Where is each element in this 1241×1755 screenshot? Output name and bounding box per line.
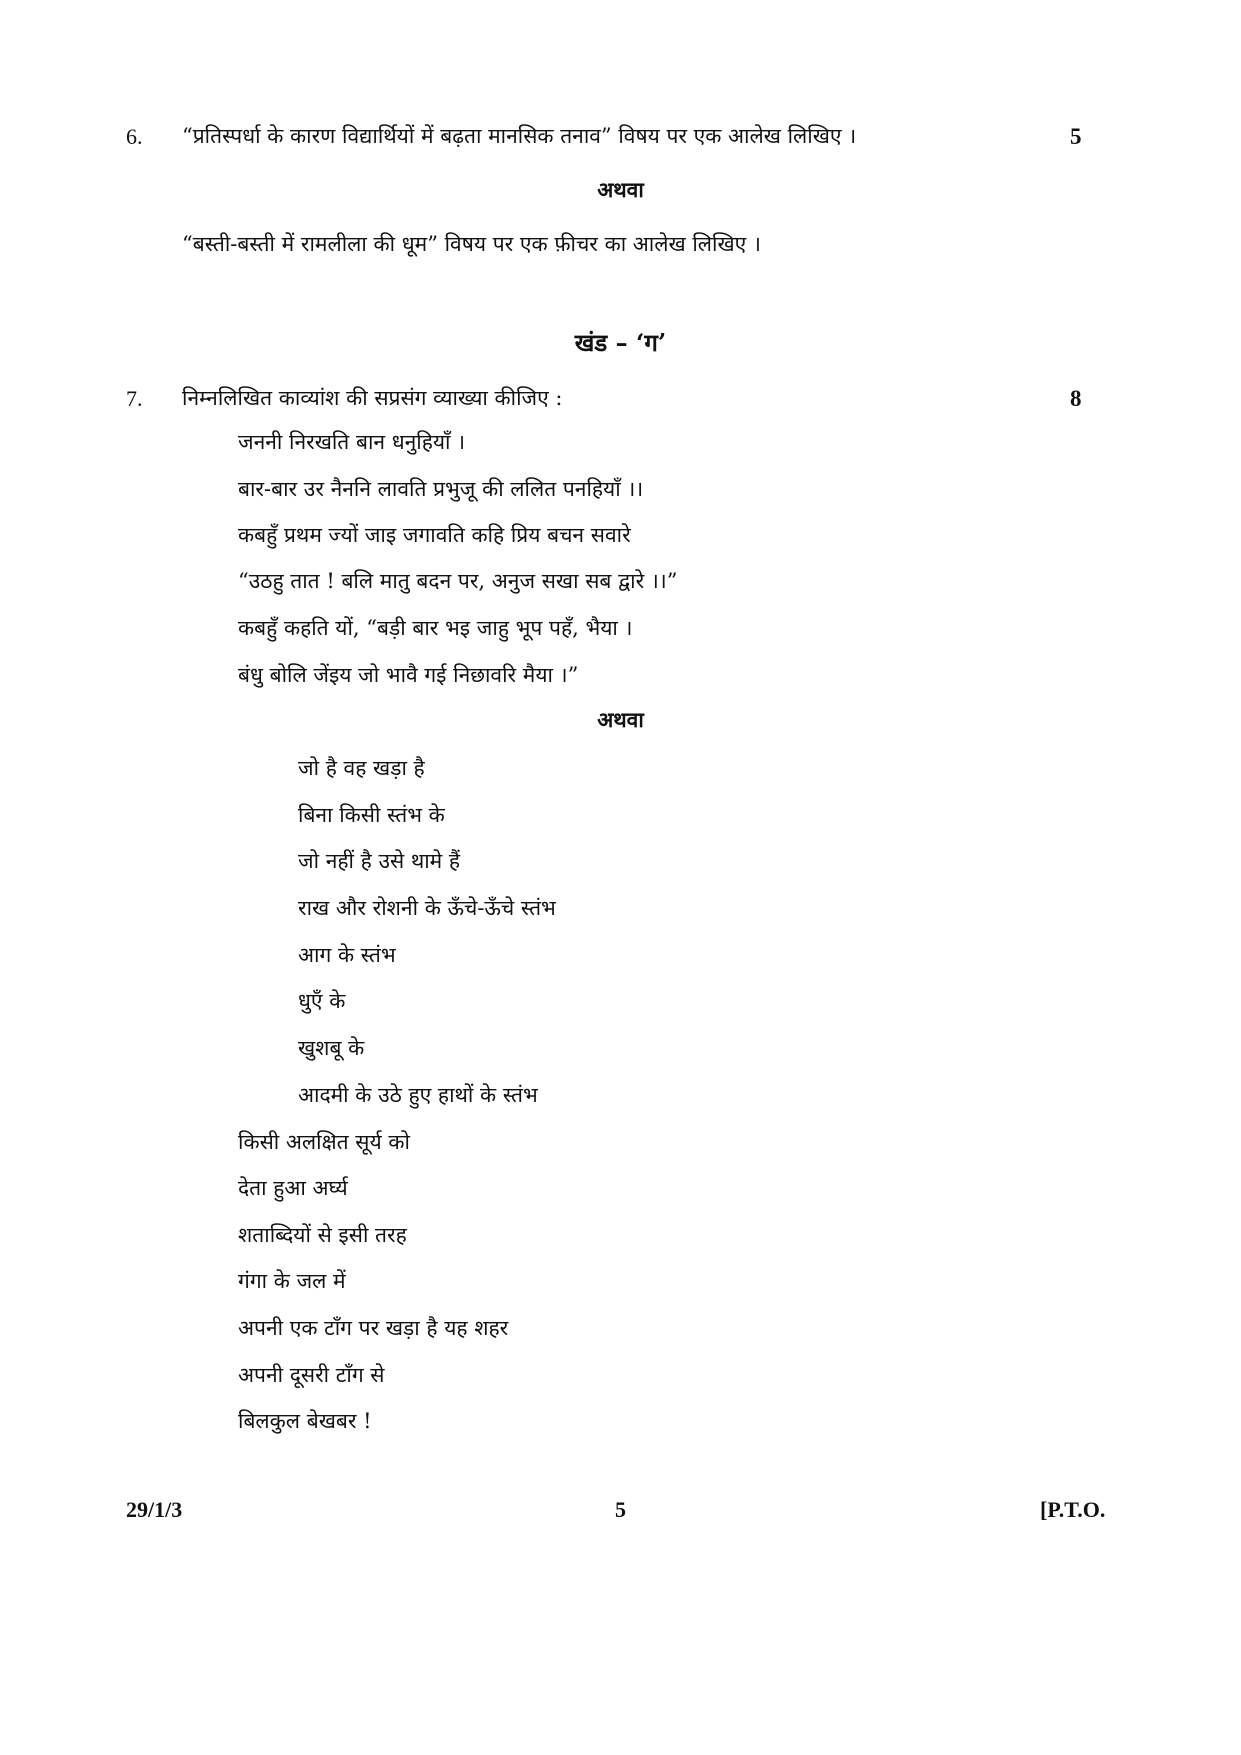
poem2-line: जो नहीं है उसे थामे हैं: [298, 849, 461, 873]
poem2-line: अपनी दूसरी टाँग से: [238, 1363, 385, 1387]
poem2-line: गंगा के जल में: [238, 1269, 346, 1293]
q7-number: 7.: [126, 386, 143, 411]
poem1-line: कबहुँ प्रथम ज्यों जाइ जगावति कहि प्रिय बचन सवारे: [238, 523, 631, 547]
poem2-line: धुएँ के: [298, 989, 346, 1013]
q6-or-label: अथवा: [597, 177, 644, 202]
poem1-line: बार-बार उर नैननि लावति प्रभुजू की ललित पनहियाँ ।।: [238, 477, 644, 501]
q7-text: निम्नलिखित काव्यांश की सप्रसंग व्याख्या कीजिए :: [182, 386, 563, 410]
poem1-line: बंधु बोलि जेंइय जो भावै गई निछावरि मैया ।”: [238, 663, 579, 687]
q7-or-label: अथवा: [597, 707, 644, 732]
q7-marks: 8: [1070, 386, 1082, 411]
poem2-line: शताब्दियों से इसी तरह: [238, 1223, 407, 1247]
poem2-line: अपनी एक टाँग पर खड़ा है यह शहर: [238, 1316, 509, 1340]
poem2-line: देता हुआ अर्घ्य: [238, 1176, 348, 1200]
poem1-line: “उठहु तात ! बलि मातु बदन पर, अनुज सखा सब द्वारे ।।”: [238, 569, 678, 593]
poem2-line: आग के स्तंभ: [298, 943, 396, 967]
poem2-line: खुशबू के: [298, 1036, 365, 1060]
footer-code: 29/1/3: [126, 1497, 183, 1522]
poem2-line: बिलकुल बेखबर !: [238, 1409, 372, 1433]
section-heading: खंड – ‘ग’: [574, 328, 667, 357]
poem2-line: जो है वह खड़ा है: [298, 756, 425, 780]
poem1-line: जननी निरखति बान धनुहियाँ ।: [238, 430, 466, 454]
poem2-line: आदमी के उठे हुए हाथों के स्तंभ: [298, 1083, 538, 1107]
q6-marks: 5: [1070, 124, 1082, 149]
poem2-line: बिना किसी स्तंभ के: [298, 803, 445, 827]
poem2-line: किसी अलक्षित सूर्य को: [238, 1130, 410, 1154]
q6-alt-text: “बस्ती-बस्ती में रामलीला की धूम” विषय पर एक फ़ीचर का आलेख लिखिए ।: [182, 232, 761, 256]
poem1-line: कबहुँ कहति यों, “बड़ी बार भइ जाहु भूप पहँ, भैया ।: [238, 616, 633, 640]
poem2-line: राख और रोशनी के ऊँचे-ऊँचे स्तंभ: [298, 896, 556, 920]
footer-page-number: 5: [615, 1497, 626, 1522]
q6-text: “प्रतिस्पर्धा के कारण विद्यार्थियों में बढ़ता मानसिक तनाव” विषय पर एक आलेख लिखिए ।: [182, 124, 857, 148]
q6-number: 6.: [126, 124, 143, 149]
footer-pto: [P.T.O.: [1040, 1497, 1106, 1522]
